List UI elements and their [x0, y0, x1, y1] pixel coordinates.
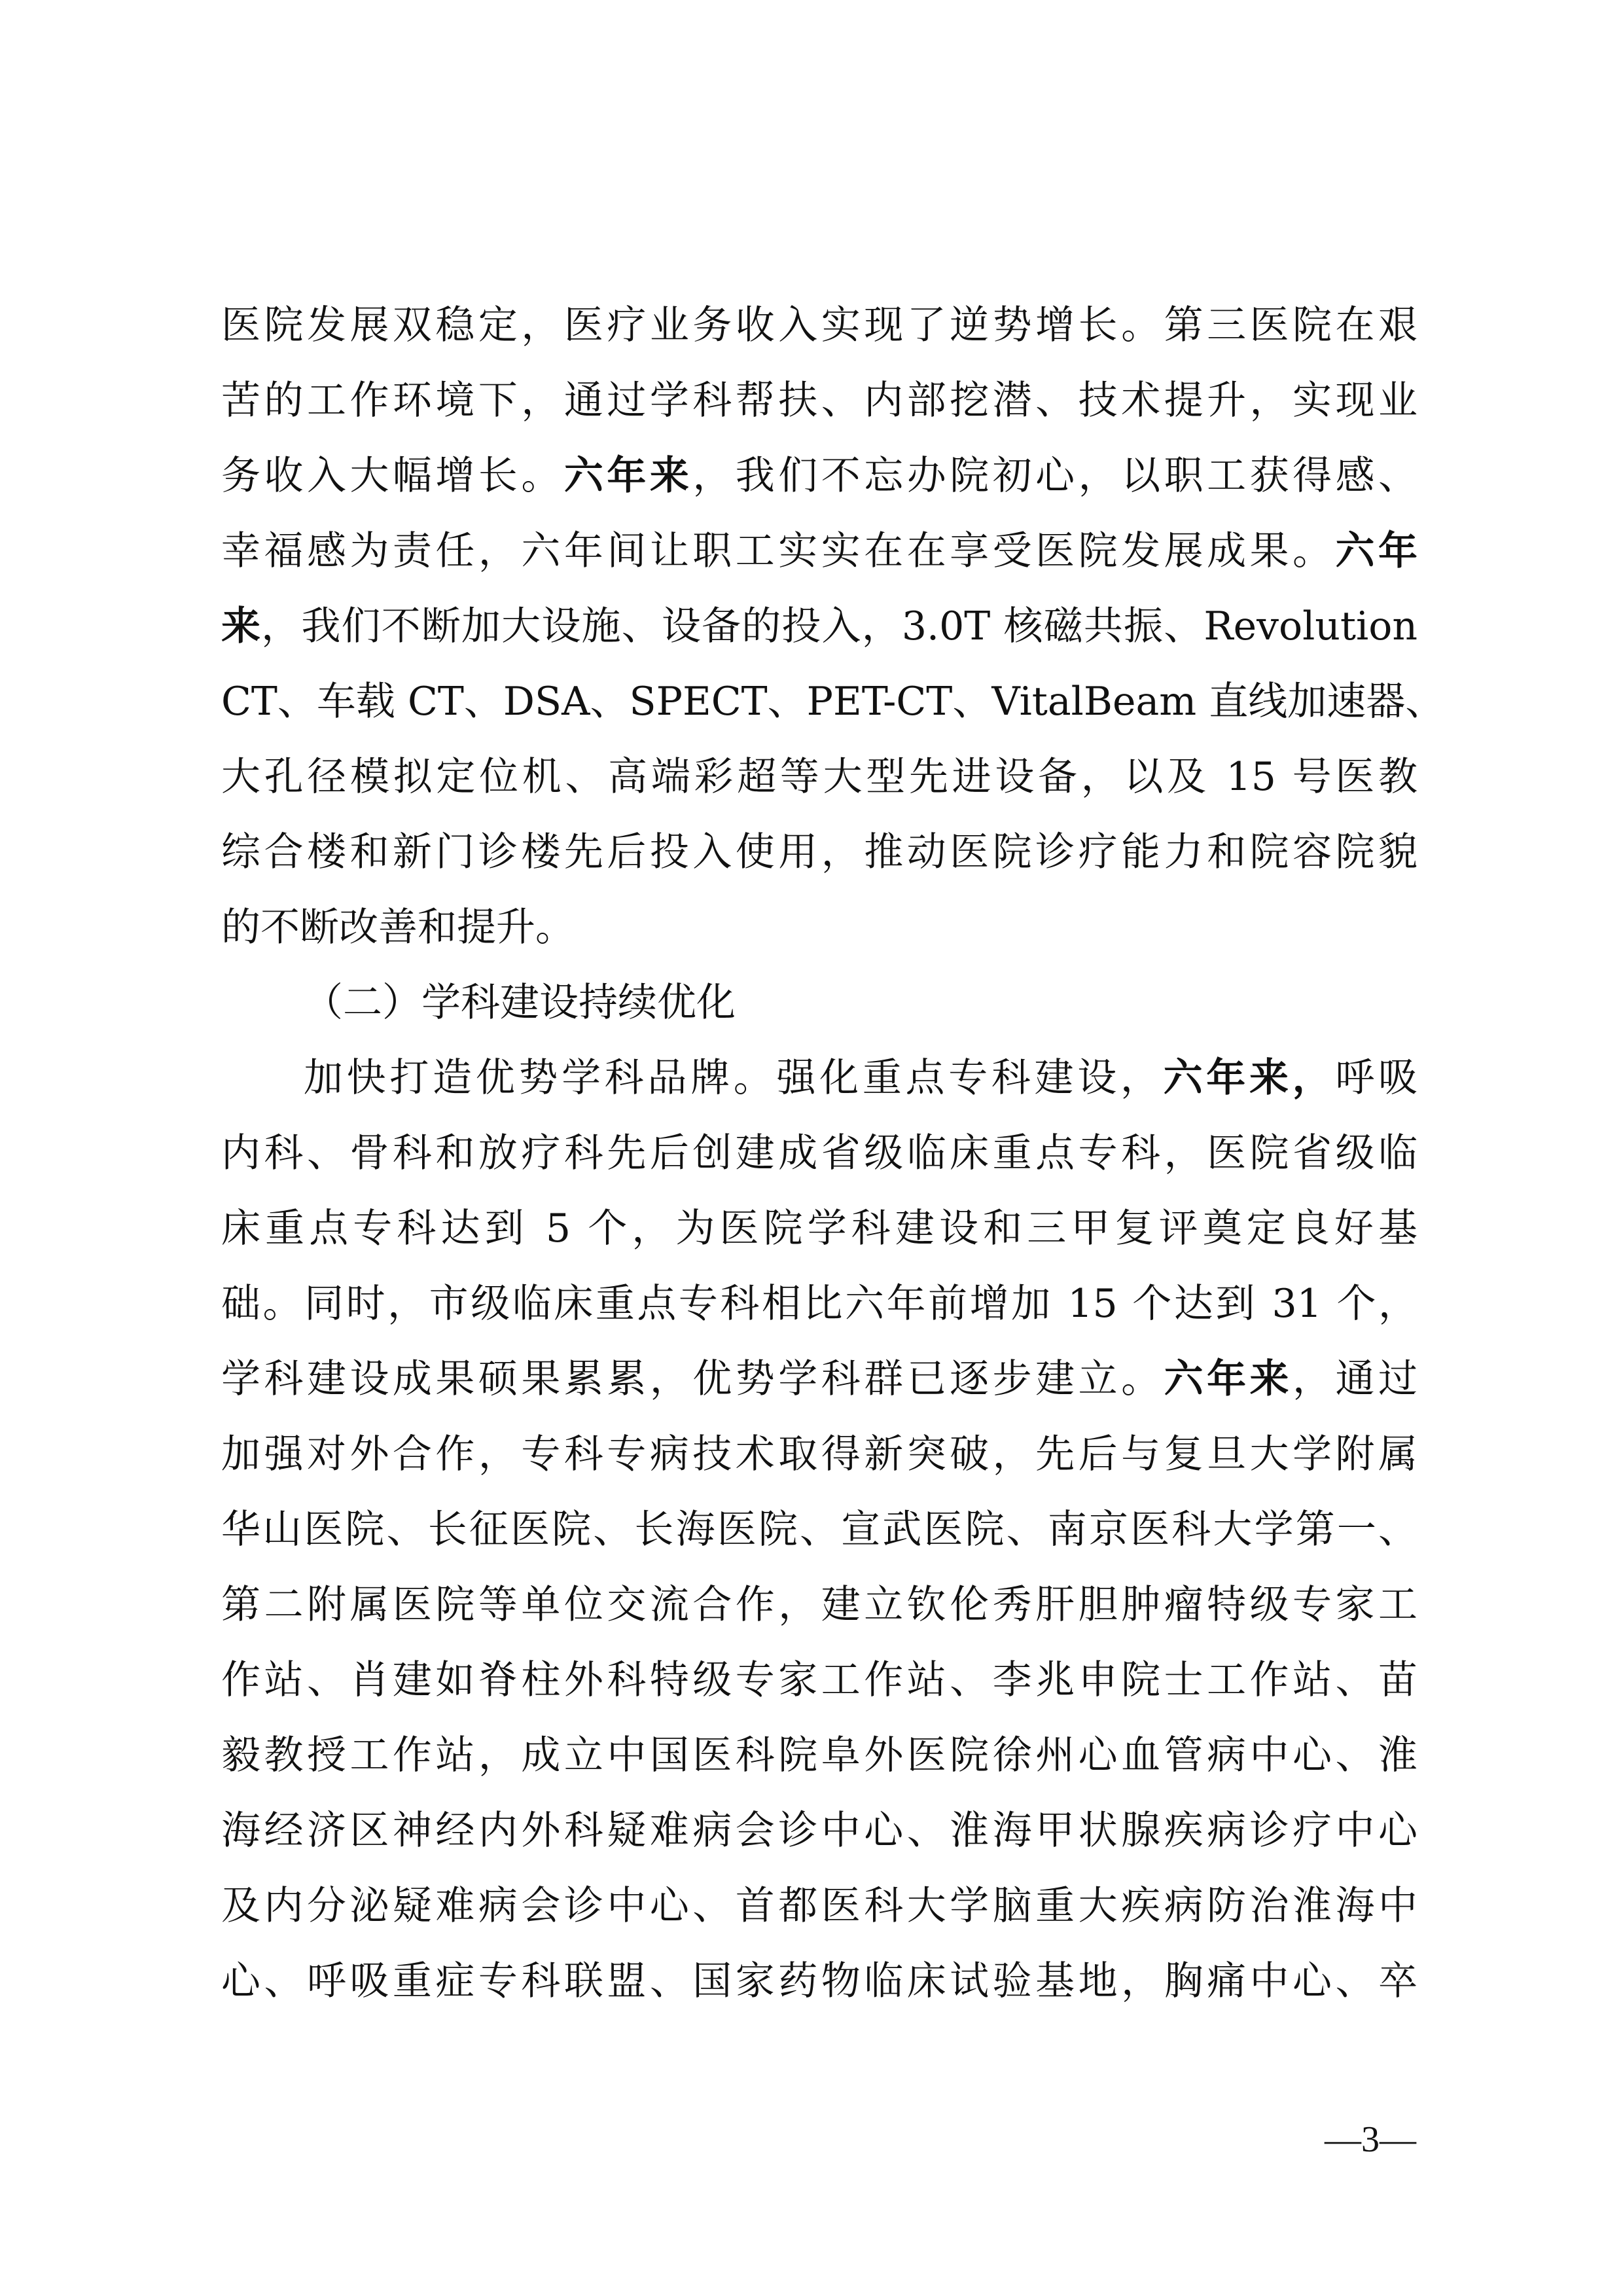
paragraph-line: 大孔径模拟定位机、高端彩超等大型先进设备，以及 15 号医教 [221, 754, 1418, 800]
section-heading: （二）学科建设持续优化 [304, 980, 736, 1026]
paragraph-line: 华山医院、长征医院、长海医院、宣武医院、南京医科大学第一、 [221, 1507, 1418, 1552]
paragraph-line: 毅教授工作站，成立中国医科院阜外医院徐州心血管病中心、淮 [221, 1732, 1418, 1778]
paragraph-line: 务收入大幅增长。六年来，我们不忘办院初心，以职工获得感、 [221, 453, 1418, 499]
paragraph-line: 作站、肖建如脊柱外科特级专家工作站、李兆申院士工作站、苗 [221, 1657, 1418, 1703]
body-text [221, 288, 1445, 2019]
bold-emphasis: 六年来， [1163, 1055, 1336, 1101]
paragraph-line: 加强对外合作，专科专病技术取得新突破，先后与复旦大学附属 [221, 1431, 1418, 1477]
paragraph-line: 综合楼和新门诊楼先后投入使用，推动医院诊疗能力和院容院貌 [221, 829, 1418, 875]
paragraph-line: 医院发展双稳定，医疗业务收入实现了逆势增长。第三医院在艰 [221, 302, 1418, 348]
paragraph-line: 来，我们不断加大设施、设备的投入，3.0T 核磁共振、Revolution [221, 603, 1418, 649]
paragraph-line: 加快打造优势学科品牌。强化重点专科建设，六年来，呼吸 [304, 1055, 1418, 1101]
paragraph-line: 内科、骨科和放疗科先后创建成省级临床重点专科，医院省级临 [221, 1130, 1418, 1176]
paragraph-line: 的不断改善和提升。 [221, 905, 575, 950]
paragraph-line: 幸福感为责任，六年间让职工实实在在享受医院发展成果。六年 [221, 528, 1418, 574]
bold-emphasis: 六年 [1335, 528, 1418, 574]
paragraph-line: 第二附属医院等单位交流合作，建立钦伦秀肝胆肿瘤特级专家工 [221, 1582, 1418, 1628]
bold-emphasis: 六年来 [563, 453, 693, 499]
paragraph-line: CT、车载 CT、DSA、SPECT、PET-CT、VitalBeam 直线加速器、 [221, 679, 1445, 725]
paragraph-line: 及内分泌疑难病会诊中心、首都医科大学脑重大疾病防治淮海中 [221, 1883, 1418, 1929]
paragraph-line: 学科建设成果硕果累累，优势学科群已逐步建立。六年来，通过 [221, 1356, 1418, 1402]
paragraph-line: 海经济区神经内外科疑难病会诊中心、淮海甲状腺疾病诊疗中心 [221, 1808, 1418, 1854]
page-number: —3— [1325, 2119, 1416, 2160]
paragraph-line: 苦的工作环境下，通过学科帮扶、内部挖潜、技术提升，实现业 [221, 378, 1418, 423]
bold-emphasis: 来 [221, 603, 262, 649]
paragraph-line: 床重点专科达到 5 个，为医院学科建设和三甲复评奠定良好基 [221, 1206, 1418, 1251]
paragraph-line: 础。同时，市级临床重点专科相比六年前增加 15 个达到 31 个， [221, 1281, 1418, 1327]
paragraph-line: 心、呼吸重症专科联盟、国家药物临床试验基地，胸痛中心、卒 [221, 1958, 1418, 2004]
bold-emphasis: 六年来 [1164, 1356, 1293, 1402]
